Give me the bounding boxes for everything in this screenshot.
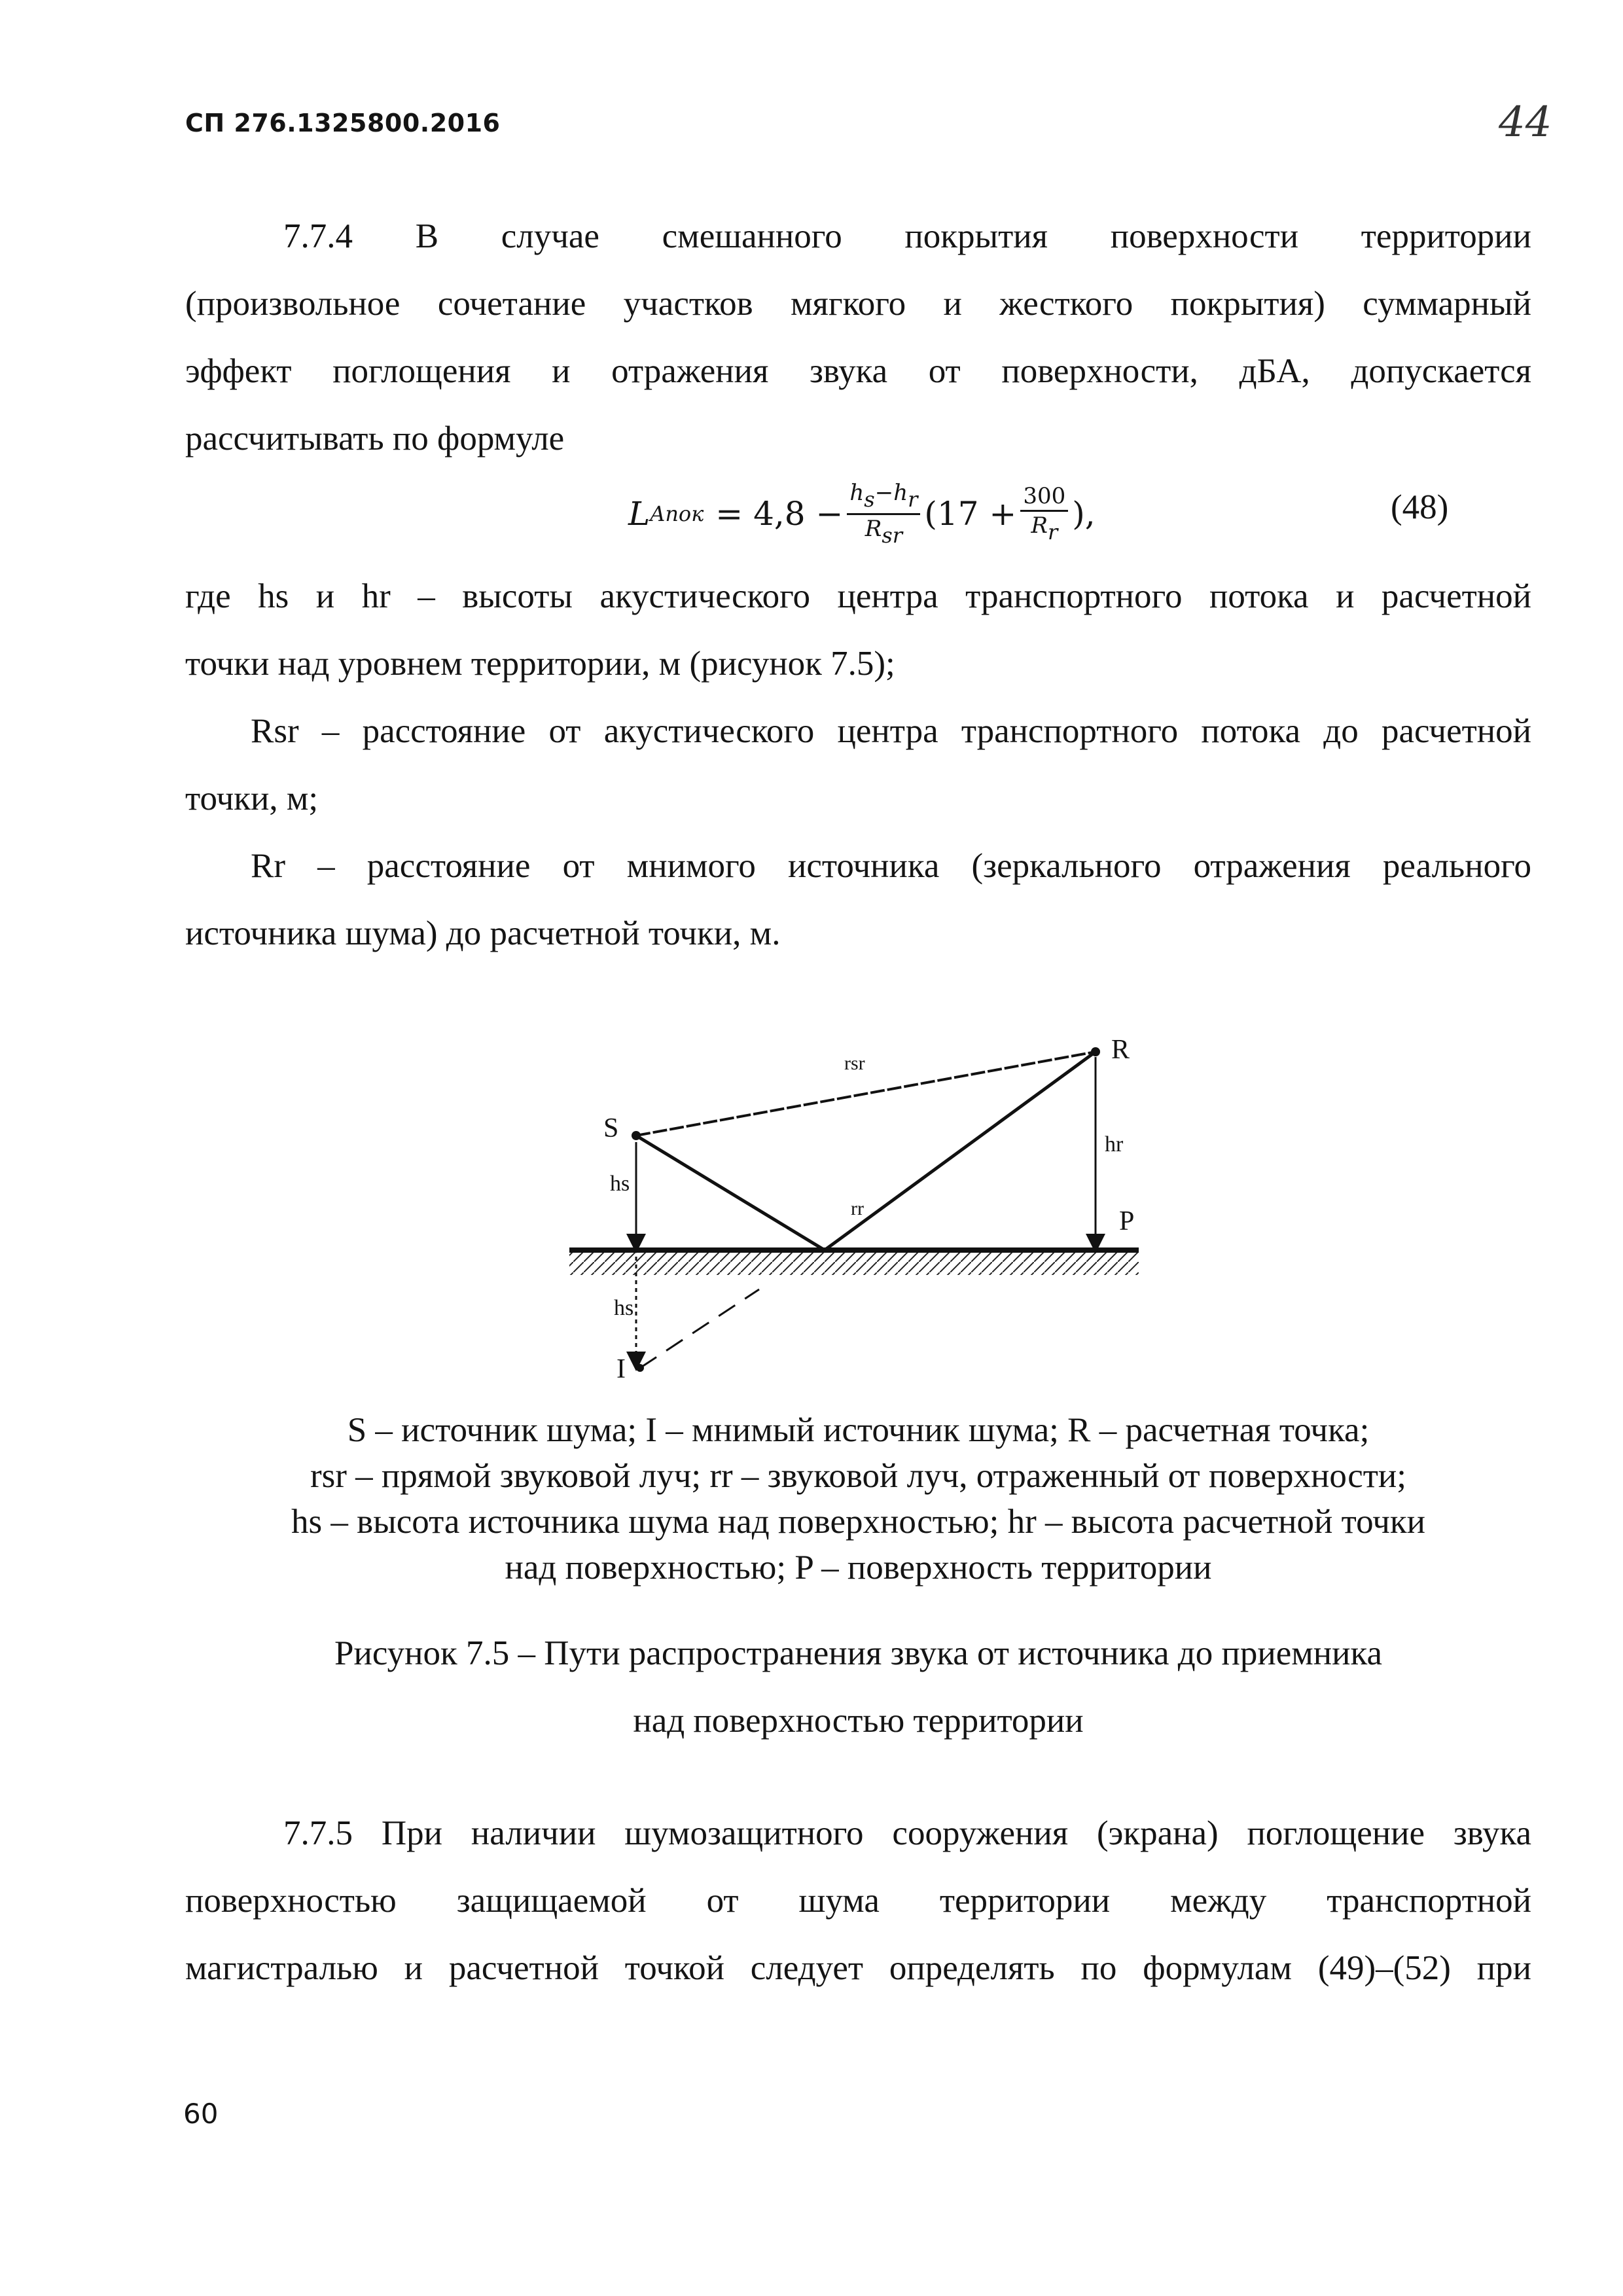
paragraph-line: (произвольное сочетание участков мягкого и жесткого покрытия) суммарный: [185, 285, 1531, 323]
label-p: P: [1119, 1206, 1135, 1236]
document-code: СП 276.1325800.2016: [185, 109, 501, 137]
formula-number: (48): [1391, 488, 1449, 526]
paragraph-line: эффект поглощения и отражения звука от поверхности, дБА, допускается: [185, 352, 1531, 390]
label-rr: rr: [851, 1198, 864, 1219]
paragraph-line: рассчитывать по формуле: [185, 420, 565, 457]
label-hr: hr: [1105, 1132, 1124, 1157]
formula-symbol: L: [628, 495, 651, 533]
formula-fraction-2: [1020, 482, 1068, 546]
label-r: R: [1111, 1035, 1130, 1065]
label-s: S: [603, 1113, 619, 1143]
fraction-denominator: $R_{sr}$: [865, 515, 903, 548]
image-source-point: [636, 1364, 644, 1372]
legend-line: над поверхностью; P – поверхность территории: [505, 1549, 1212, 1587]
where-block: [185, 563, 1531, 967]
where-line: точки над уровнем территории, м (рисунок 7.5);: [185, 645, 895, 683]
page-number: 60: [183, 2098, 219, 2130]
fraction-denominator: $R_r$: [1031, 512, 1058, 545]
formula-text: (17 +: [924, 495, 1017, 533]
source-point: [632, 1131, 641, 1140]
figure-legend: [185, 1407, 1531, 1590]
caption-line: Рисунок 7.5 – Пути распространения звука от источника до приемника: [334, 1634, 1383, 1672]
fraction-numerator: 300: [1020, 482, 1068, 512]
direct-ray-line: [636, 1052, 1096, 1136]
paragraph-7-7-5: [185, 1800, 1531, 2002]
fraction-numerator: $h_s-h_r$: [847, 479, 920, 515]
receiver-point: [1091, 1047, 1100, 1056]
label-rsr: rsr: [844, 1052, 865, 1074]
paragraph-line: 7.7.5 При наличии шумозащитного сооружения (экрана) поглощение звука: [283, 1814, 1531, 1852]
label-i: I: [616, 1354, 626, 1384]
reflected-ray-incident: [636, 1136, 825, 1250]
caption-line: над поверхностью территории: [633, 1702, 1084, 1740]
where-line: Rr – расстояние от мнимого источника (зеркального отражения реального: [251, 847, 1531, 885]
where-line: Rsr – расстояние от акустического центра транспортного потока до расчетной: [251, 712, 1531, 750]
paragraph-7-7-4: [185, 203, 1531, 473]
image-source-ray: [640, 1289, 759, 1368]
legend-line: S – источник шума; I – мнимый источник шума; R – расчетная точка;: [347, 1411, 1370, 1449]
formula-48: [628, 468, 1217, 560]
formula-subscript: Aпок: [650, 501, 704, 526]
label-hs-below: hs: [614, 1296, 634, 1320]
legend-line: rsr – прямой звуковой луч; rr – звуковой луч, отраженный от поверхности;: [310, 1457, 1407, 1495]
legend-line: hs – высота источника шума над поверхностью; hr – высота расчетной точки: [291, 1503, 1425, 1541]
where-line: точки, м;: [185, 780, 319, 817]
figure-sound-paths: [563, 1021, 1152, 1388]
figure-caption: [185, 1620, 1531, 1755]
handwritten-sheet-mark: 44: [1499, 98, 1552, 147]
where-line: источника шума) до расчетной точки, м.: [185, 914, 781, 952]
formula-fraction-1: [847, 479, 920, 549]
label-hs-above: hs: [610, 1172, 630, 1196]
where-line: где hs и hr – высоты акустического центра транспортного потока и расчетной: [185, 577, 1531, 615]
paragraph-line: поверхностью защищаемой от шума территории между транспортной: [185, 1882, 1531, 1920]
formula-text: = 4,8 −: [715, 495, 844, 533]
paragraph-line: магистралью и расчетной точкой следует определять по формулам (49)–(52) при: [185, 1949, 1531, 1987]
formula-text: ),: [1072, 495, 1096, 533]
paragraph-line: 7.7.4 В случае смешанного покрытия поверхности территории: [283, 217, 1531, 255]
ground-hatching: [569, 1253, 1139, 1275]
reflected-ray-outgoing: [825, 1052, 1096, 1250]
